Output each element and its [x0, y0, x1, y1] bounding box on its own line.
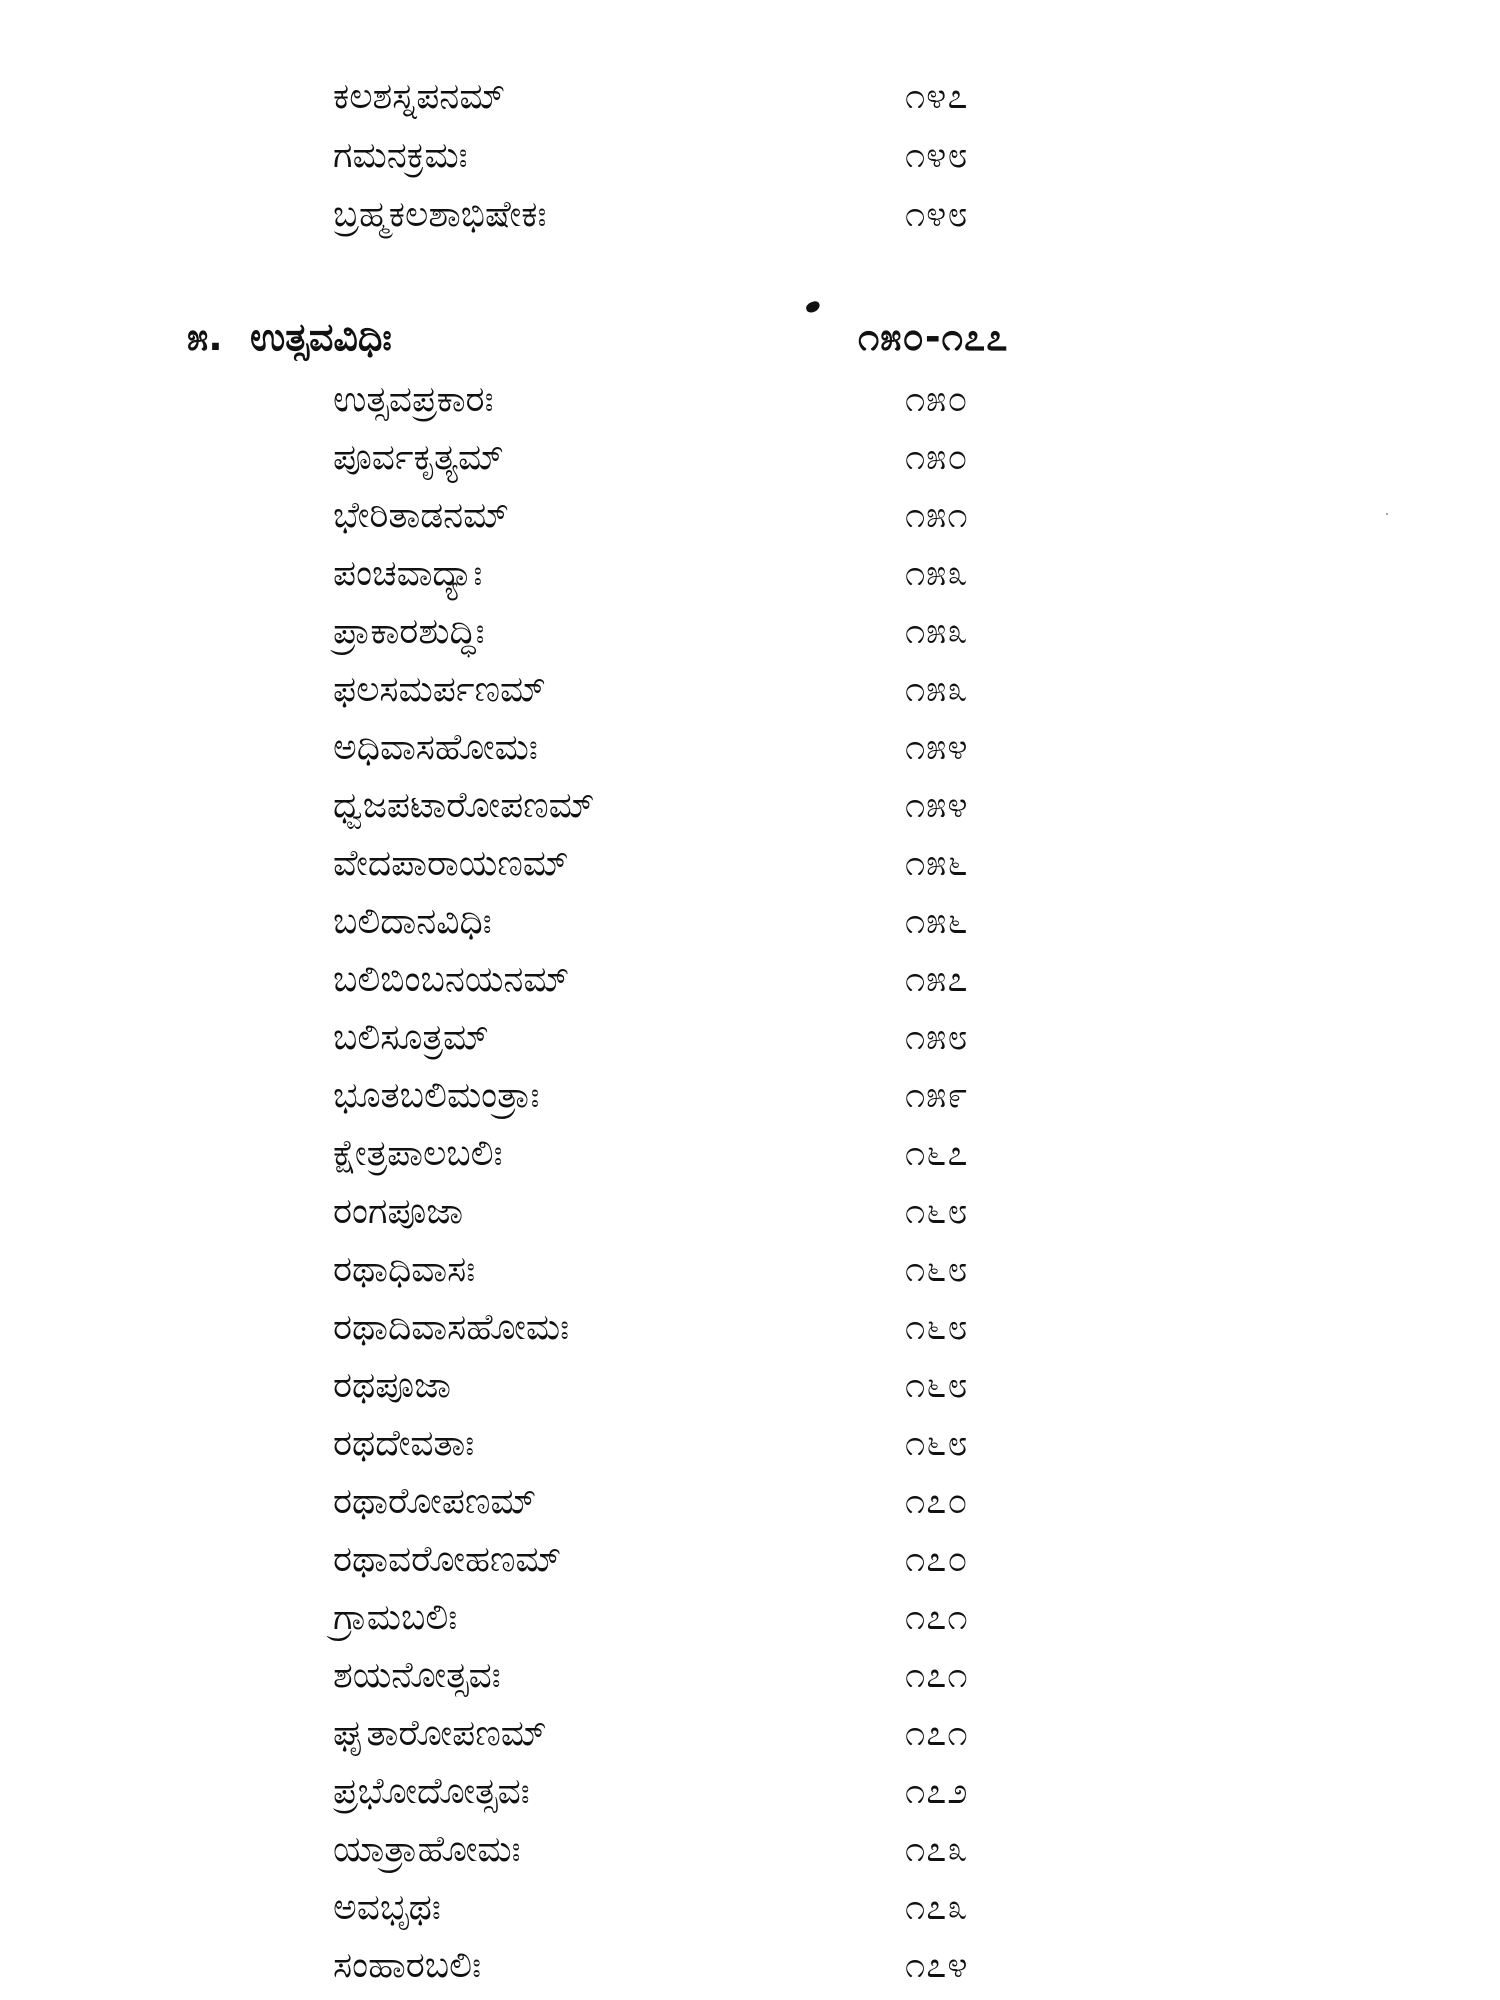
entry-page-number: ೧೬೮	[905, 1423, 969, 1464]
entry-title: ರಥದೇವತಾಃ	[333, 1423, 475, 1464]
toc-entry	[0, 781, 1500, 831]
entry-title: ಪಂಚವಾದ್ಯಾಃ	[333, 553, 483, 594]
entry-title: ಅಧಿವಾಸಹೋಮಃ	[333, 727, 538, 768]
toc-entry	[0, 131, 1500, 181]
entry-page-number: ೧೫೦	[905, 437, 969, 478]
toc-entry	[0, 897, 1500, 947]
entry-title: ಪೂರ್ವಕೃತ್ಯಮ್	[333, 437, 504, 478]
toc-entry	[0, 607, 1500, 657]
entry-page-number: ೧೭೪	[905, 1945, 969, 1986]
toc-entry	[0, 1419, 1500, 1469]
section-title: ಉತ್ಸವವಿಧಿಃ	[250, 315, 392, 359]
entry-title: ರಥಾವರೋಹಣಮ್	[333, 1539, 562, 1580]
entry-page-number: ೧೬೭	[905, 1133, 969, 1174]
entry-page-number: ೧೫೪	[905, 727, 969, 768]
toc-entry	[0, 491, 1500, 541]
entry-title: ಕ್ಷೇತ್ರಪಾಲಬಲಿಃ	[333, 1133, 503, 1174]
entry-page-number: ೧೭೩	[905, 1829, 969, 1870]
toc-entry	[0, 723, 1500, 773]
entry-title: ಪ್ರಾಕಾರಶುದ್ಧಿಃ	[333, 611, 485, 652]
section-number: ೫.	[187, 315, 223, 359]
entry-title: ಬಲಿಸೂತ್ರಮ್	[333, 1017, 489, 1058]
entry-title: ಬ್ರಹ್ಮಕಲಶಾಭಿಷೇಕಃ	[333, 194, 547, 235]
entry-title: ರಥಾರೋಪಣಮ್	[333, 1481, 537, 1522]
toc-entry	[0, 72, 1500, 122]
entry-title: ಅವಭೃಥಃ	[333, 1887, 441, 1928]
toc-entry	[0, 1071, 1500, 1121]
entry-page-number: ೧೫೬	[905, 901, 969, 942]
entry-title: ವೇದಪಾರಾಯಣಮ್	[333, 843, 569, 884]
entry-page-number: ೧೫೧	[905, 495, 969, 536]
entry-title: ಭೇರಿತಾಡನಮ್	[333, 495, 510, 536]
toc-entry	[0, 1709, 1500, 1759]
entry-title: ಗಮನಕ್ರಮಃ	[333, 135, 468, 176]
entry-page-number: ೧೫೪	[905, 785, 969, 826]
entry-title: ಕಲಶಸ್ನಪನಮ್	[333, 76, 506, 117]
entry-page-number: ೧೫೦	[905, 379, 969, 420]
toc-entry	[0, 1883, 1500, 1933]
toc-entry	[0, 190, 1500, 240]
toc-entry	[0, 1245, 1500, 1295]
entry-title: ರಥಾದಿವಾಸಹೋಮಃ	[333, 1307, 570, 1348]
entry-page-number: ೧೭೨	[905, 1771, 969, 1812]
toc-entry	[0, 375, 1500, 425]
toc-entry	[0, 1361, 1500, 1411]
entry-page-number: ೧೫೩	[905, 553, 969, 594]
toc-entry	[0, 1129, 1500, 1179]
entry-page-number: ೧೫೮	[905, 1017, 969, 1058]
entry-page-number: ೧೫೩	[905, 611, 969, 652]
entry-page-number: ೧೫೬	[905, 843, 969, 884]
entry-title: ರಥಪೂಜಾ	[333, 1365, 451, 1406]
toc-entry	[0, 1303, 1500, 1353]
entry-title: ಶಯನೋತ್ಸವಃ	[333, 1655, 501, 1696]
entry-page-number: ೧೫೩	[905, 669, 969, 710]
toc-entry	[0, 665, 1500, 715]
toc-entry	[0, 549, 1500, 599]
entry-page-number: ೧೭೧	[905, 1597, 969, 1638]
entry-title: ಬಲಿದಾನವಿಧಿಃ	[333, 901, 492, 942]
entry-title: ಧ್ವಜಪಟಾರೋಪಣಮ್	[333, 785, 595, 826]
section-heading	[0, 309, 1500, 365]
toc-entry	[0, 1593, 1500, 1643]
entry-title: ರಥಾಧಿವಾಸಃ	[333, 1249, 476, 1290]
entry-page-number: ೧೫೭	[905, 959, 969, 1000]
entry-page-number: ೧೪೮	[905, 135, 969, 176]
entry-page-number: ೧೬೮	[905, 1365, 969, 1406]
entry-title: ಫಲಸಮರ್ಪಣಮ್	[333, 669, 546, 710]
entry-page-number: ೧೭೧	[905, 1655, 969, 1696]
entry-title: ಉತ್ಸವಪ್ರಕಾರಃ	[333, 379, 494, 420]
toc-entry	[0, 1477, 1500, 1527]
entry-page-number: ೧೫೯	[905, 1075, 969, 1116]
toc-entry	[0, 433, 1500, 483]
toc-entry	[0, 1013, 1500, 1063]
toc-entry	[0, 1651, 1500, 1701]
toc-entry	[0, 1535, 1500, 1585]
toc-entry	[0, 1767, 1500, 1817]
entry-page-number: ೧೪೭	[905, 76, 969, 117]
entry-page-number: ೧೪೮	[905, 194, 969, 235]
entry-page-number: ೧೭೩	[905, 1887, 969, 1928]
toc-entry	[0, 955, 1500, 1005]
entry-page-number: ೧೬೮	[905, 1307, 969, 1348]
entry-page-number: ೧೬೮	[905, 1191, 969, 1232]
toc-entry	[0, 839, 1500, 889]
toc-entry	[0, 1187, 1500, 1237]
toc-entry	[0, 1941, 1500, 1991]
entry-title: ಯಾತ್ರಾಹೋಮಃ	[333, 1829, 521, 1870]
entry-page-number: ೧೬೮	[905, 1249, 969, 1290]
entry-title: ಭೂತಬಲಿಮಂತ್ರಾಃ	[333, 1075, 540, 1116]
entry-title: ಸಂಹಾರಬಲಿಃ	[333, 1945, 482, 1986]
entry-page-number: ೧೭೦	[905, 1481, 969, 1522]
entry-title: ಪ್ರಭೋದೋತ್ಸವಃ	[333, 1771, 530, 1812]
entry-title: ಗ್ರಾಮಬಲಿಃ	[333, 1597, 458, 1638]
entry-title: ಘೃತಾರೋಪಣಮ್	[333, 1713, 547, 1754]
entry-page-number: ೧೭೦	[905, 1539, 969, 1580]
section-page-range: ೧೫೦-೧೭೭	[858, 315, 1009, 359]
entry-page-number: ೧೭೧	[905, 1713, 969, 1754]
entry-title: ರಂಗಪೂಜಾ	[333, 1191, 464, 1232]
entry-title: ಬಲಿಬಿಂಬನಯನಮ್	[333, 959, 570, 1000]
toc-entry	[0, 1825, 1500, 1875]
